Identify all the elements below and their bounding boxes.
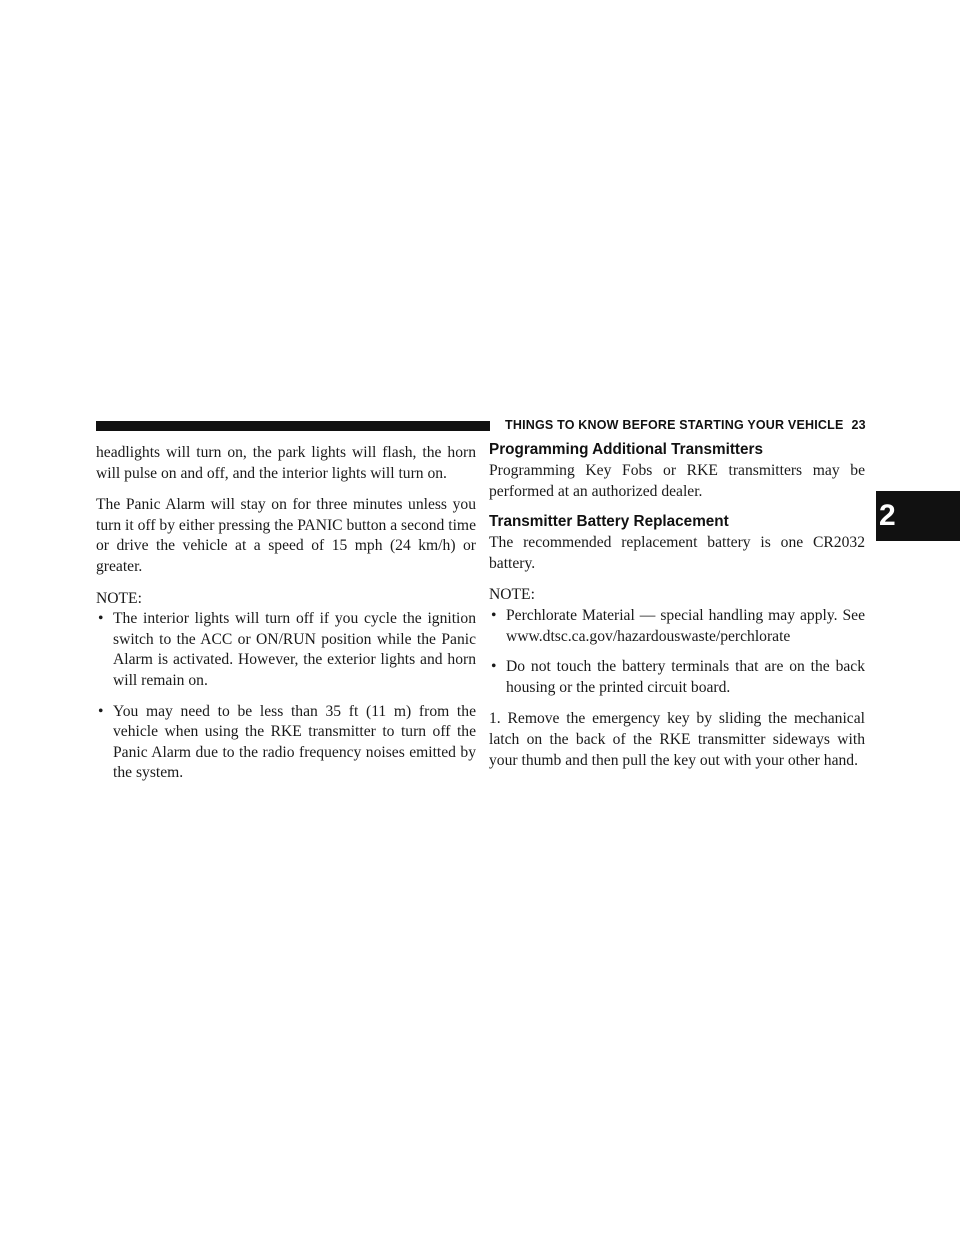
section-heading: Programming Additional Transmitters — [489, 441, 763, 458]
list-item: • The interior lights will turn off if you cycle the ignition switch to the ACC or ON/RUN position while the Panic Alarm is activated. However, the exterior lights and horn will remain on. — [96, 609, 476, 691]
note-label: NOTE: — [96, 589, 142, 607]
paragraph: The Panic Alarm will stay on for three minutes unless you turn it off by either pressing the PANIC button a second time or drive the vehicle at a speed of 15 mph (24 km/h) or greater. — [96, 496, 476, 575]
list-item: • Do not touch the battery terminals that are on the back housing or the printed circuit board. — [489, 657, 865, 698]
section-heading: Transmitter Battery Replacement — [489, 513, 729, 531]
chapter-tab: 2 — [876, 491, 960, 541]
list-item: • You may need to be less than 35 ft (11 m) from the vehicle when using the RKE transmitter to turn off the Panic Alarm due to the radio frequency noises emitted by the system. — [96, 702, 476, 784]
note-list — [96, 609, 476, 784]
list-item: • Perchlorate Material — special handling may apply. See www.dtsc.ca.gov/hazardouswaste/perchlorate — [489, 606, 865, 647]
left-column — [96, 443, 476, 795]
section-title: THINGS TO KNOW BEFORE STARTING YOUR VEHICLE — [505, 418, 844, 432]
page-number: 23 — [851, 418, 866, 432]
paragraph: headlights will turn on, the park lights will flash, the horn will pulse on and off, and the interior lights will turn on. — [96, 444, 476, 482]
note-list — [489, 606, 865, 698]
header-rule — [96, 421, 490, 431]
right-column — [489, 441, 865, 782]
paragraph: The recommended replacement battery is one CR2032 battery. — [489, 534, 865, 572]
paragraph: Programming Key Fobs or RKE transmitters may be performed at an authorized dealer. — [489, 462, 865, 500]
instruction-step: 1. Remove the emergency key by sliding the mechanical latch on the back of the RKE transmitter sideways with your thumb and then pull the key out with your other hand. — [489, 710, 865, 769]
note-label: NOTE: — [489, 586, 535, 604]
running-header — [505, 418, 865, 432]
